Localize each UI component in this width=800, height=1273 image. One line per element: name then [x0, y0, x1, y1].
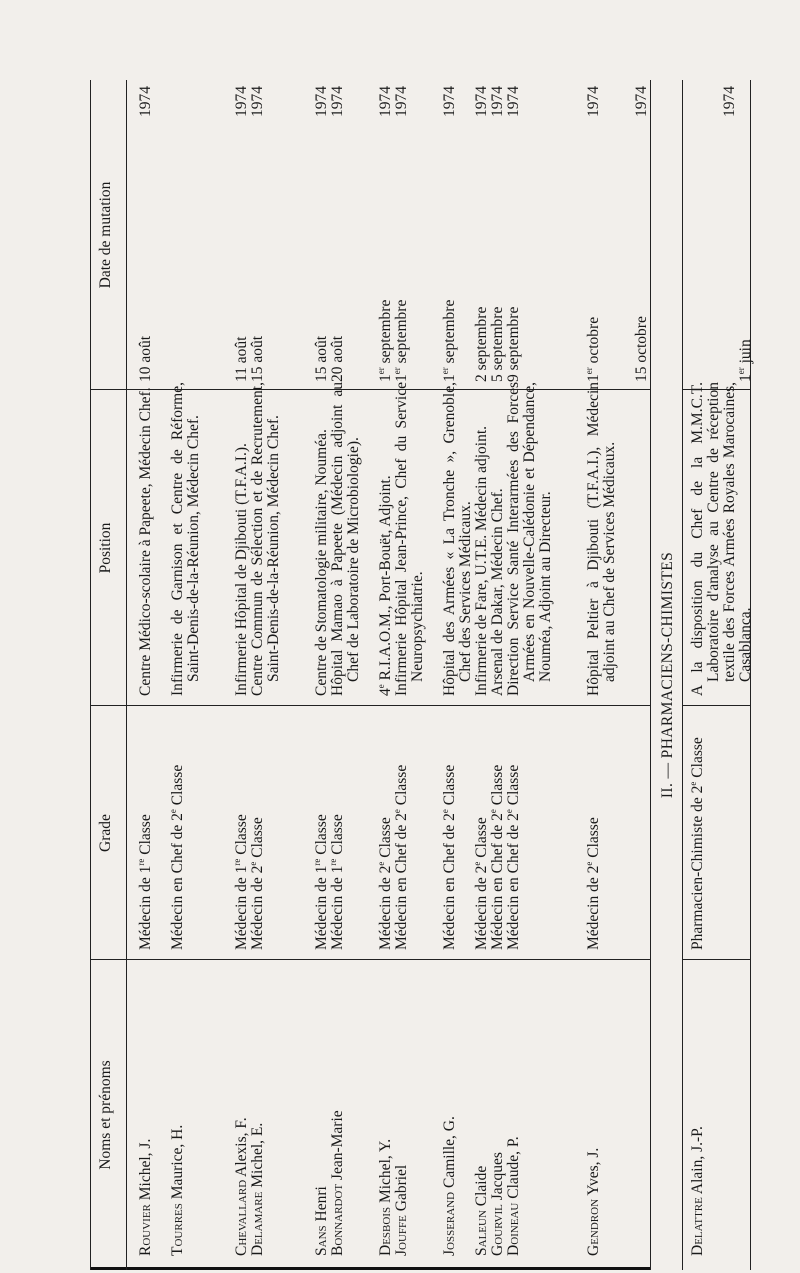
position-cell: Centre Commun de Sélection et de Recrutement, Saint-Denis-de-la-Réunion, Médecin Chef. — [249, 382, 282, 696]
grade-cell: Médecin en Chef de 2e Classe — [167, 764, 186, 950]
column-divider — [90, 959, 650, 960]
person-name: Rouvier Michel, J. — [137, 1138, 154, 1256]
position-cell: Arsenal de Dakar, Médecin Chef. — [489, 488, 506, 696]
mutation-date: 20 août — [329, 335, 346, 382]
mutation-year: 1974 — [633, 86, 650, 117]
grade-cell: Médecin de 2e Classe — [247, 817, 266, 950]
grade-cell: Médecin de 2e Classe — [471, 817, 490, 950]
grade-cell: Médecin de 2e Classe — [583, 817, 602, 950]
position-cell: Centre de Stomatologie militaire, Nouméa. — [313, 429, 330, 696]
mutation-date: 11 août — [233, 336, 250, 382]
table-top-rule — [90, 80, 91, 1270]
header-name: Noms et prénoms — [97, 1060, 114, 1170]
person-name: Delattre Alain, J.-P. — [689, 1126, 706, 1256]
grade-cell: Pharmacien-Chimiste de 2e Classe — [687, 737, 706, 950]
column-divider — [682, 705, 750, 706]
person-name: Sans Henri — [313, 1186, 330, 1256]
mutation-year: 1974 — [377, 86, 394, 117]
position-cell: Hôpital Mamao à Papeete (Médecin adjoint au Chef de Laboratoire de Microbiologie). — [329, 382, 362, 696]
mutation-year: 1974 — [721, 86, 738, 117]
grade-cell: Médecin de 1re Classe — [327, 814, 346, 950]
mutation-table — [90, 80, 760, 1270]
grade-cell: Médecin de 1re Classe — [231, 814, 250, 950]
mutation-year: 1974 — [233, 86, 250, 117]
position-cell: Hôpital Peltier à Djibouti (T.F.A.I.), Médecin adjoint au Chef de Services Médicaux. — [585, 382, 618, 696]
grade-cell: Médecin de 1re Classe — [135, 814, 154, 950]
mutation-date: 1er octobre — [583, 316, 602, 382]
person-name: Delamare Michel, E. — [249, 1122, 266, 1256]
mutation-date: 5 septembre — [489, 306, 506, 382]
grade-cell: Médecin en Chef de 2e Classe — [487, 764, 506, 950]
mutation-year: 1974 — [313, 86, 330, 117]
person-name: Gendron Yves, J. — [585, 1147, 602, 1256]
mutation-date: 1er juin — [735, 339, 754, 382]
grade-cell: Médecin en Chef de 2e Classe — [503, 764, 522, 950]
header-rule — [126, 80, 127, 1270]
position-cell: Direction Service Santé Interarmées des Forces Armées en Nouvelle-Calédonie et Dépendance, Nouméa, Adjoint au Directeur. — [505, 382, 554, 696]
column-divider — [682, 959, 750, 960]
position-cell: Hôpital des Armées « La Tronche », Grenoble, Chef des Services Médicaux. — [441, 382, 474, 696]
person-name: Desbois Michel, Y. — [377, 1138, 394, 1256]
section-heading: II. — PHARMACIENS-CHIMISTES — [659, 551, 676, 799]
person-name: Josserand Camille, G. — [441, 1116, 458, 1256]
mutation-date: 9 septembre — [505, 306, 522, 382]
mutation-date: 1er septembre — [375, 299, 394, 382]
person-name: Saleun Claide — [473, 1165, 490, 1256]
person-name: Gourvil Jacques — [489, 1152, 506, 1256]
grade-cell: Médecin de 1re Classe — [311, 814, 330, 950]
mutation-date: 10 août — [137, 335, 154, 382]
header-date: Date de mutation — [97, 181, 114, 289]
person-name: Bonnardot Jean-Marie — [329, 1110, 346, 1256]
mutation-year: 1974 — [473, 86, 490, 117]
position-cell: Infirmerie de Fare, U.T.E. Médecin adjoint. — [473, 425, 490, 696]
person-name: Jouffe Gabriel — [393, 1164, 410, 1256]
table-bottom-rule — [650, 80, 651, 1270]
mutation-year: 1974 — [249, 86, 266, 117]
mutation-year: 1974 — [441, 86, 458, 117]
person-name: Doineau Claude, P. — [505, 1136, 522, 1256]
mutation-year: 1974 — [393, 86, 410, 117]
position-cell: 4e R.I.A.O.M., Port-Bouët, Adjoint. — [375, 475, 394, 696]
position-cell: Infirmerie Hôpital Jean-Prince, Chef du Service Neuropsychiatrie. — [393, 382, 426, 696]
position-cell: Centre Médico-scolaire à Papeete, Médecin Chef. — [137, 387, 154, 696]
mutation-date: 15 octobre — [633, 316, 650, 382]
header-grade: Grade — [97, 814, 114, 852]
mutation-date: 15 août — [249, 335, 266, 382]
grade-cell: Médecin en Chef de 2e Classe — [391, 764, 410, 950]
mutation-date: 1er septembre — [391, 299, 410, 382]
mutation-year: 1974 — [505, 86, 522, 117]
mutation-date: 15 août — [313, 335, 330, 382]
column-divider — [90, 705, 650, 706]
mutation-date: 2 septembre — [473, 306, 490, 382]
position-cell: A la disposition du Chef de la M.M.C.T. Laboratoire d'analyse au Centre de réception textile des Forces Armées Royales Marocaines, Casablanca. — [689, 382, 754, 696]
mutation-year: 1974 — [329, 86, 346, 117]
mutation-date: 1er septembre — [439, 299, 458, 382]
grade-cell: Médecin en Chef de 2e Classe — [439, 764, 458, 950]
mutation-year: 1974 — [137, 86, 154, 117]
pharma-top-rule — [682, 80, 683, 1270]
mutation-year: 1974 — [585, 86, 602, 117]
grade-cell: Médecin de 2e Classe — [375, 817, 394, 950]
person-name: Tourres Maurice, H. — [169, 1124, 186, 1256]
person-name: Chevallard Alexis, F. — [233, 1117, 250, 1256]
position-cell: Infirmerie Hôpital de Djibouti (T.F.A.I.). — [233, 443, 250, 696]
position-cell: Infirmerie de Garnison et Centre de Réforme, Saint-Denis-de-la-Réunion, Médecin Chef. — [169, 382, 202, 696]
mutation-year: 1974 — [489, 86, 506, 117]
header-position: Position — [97, 522, 114, 574]
